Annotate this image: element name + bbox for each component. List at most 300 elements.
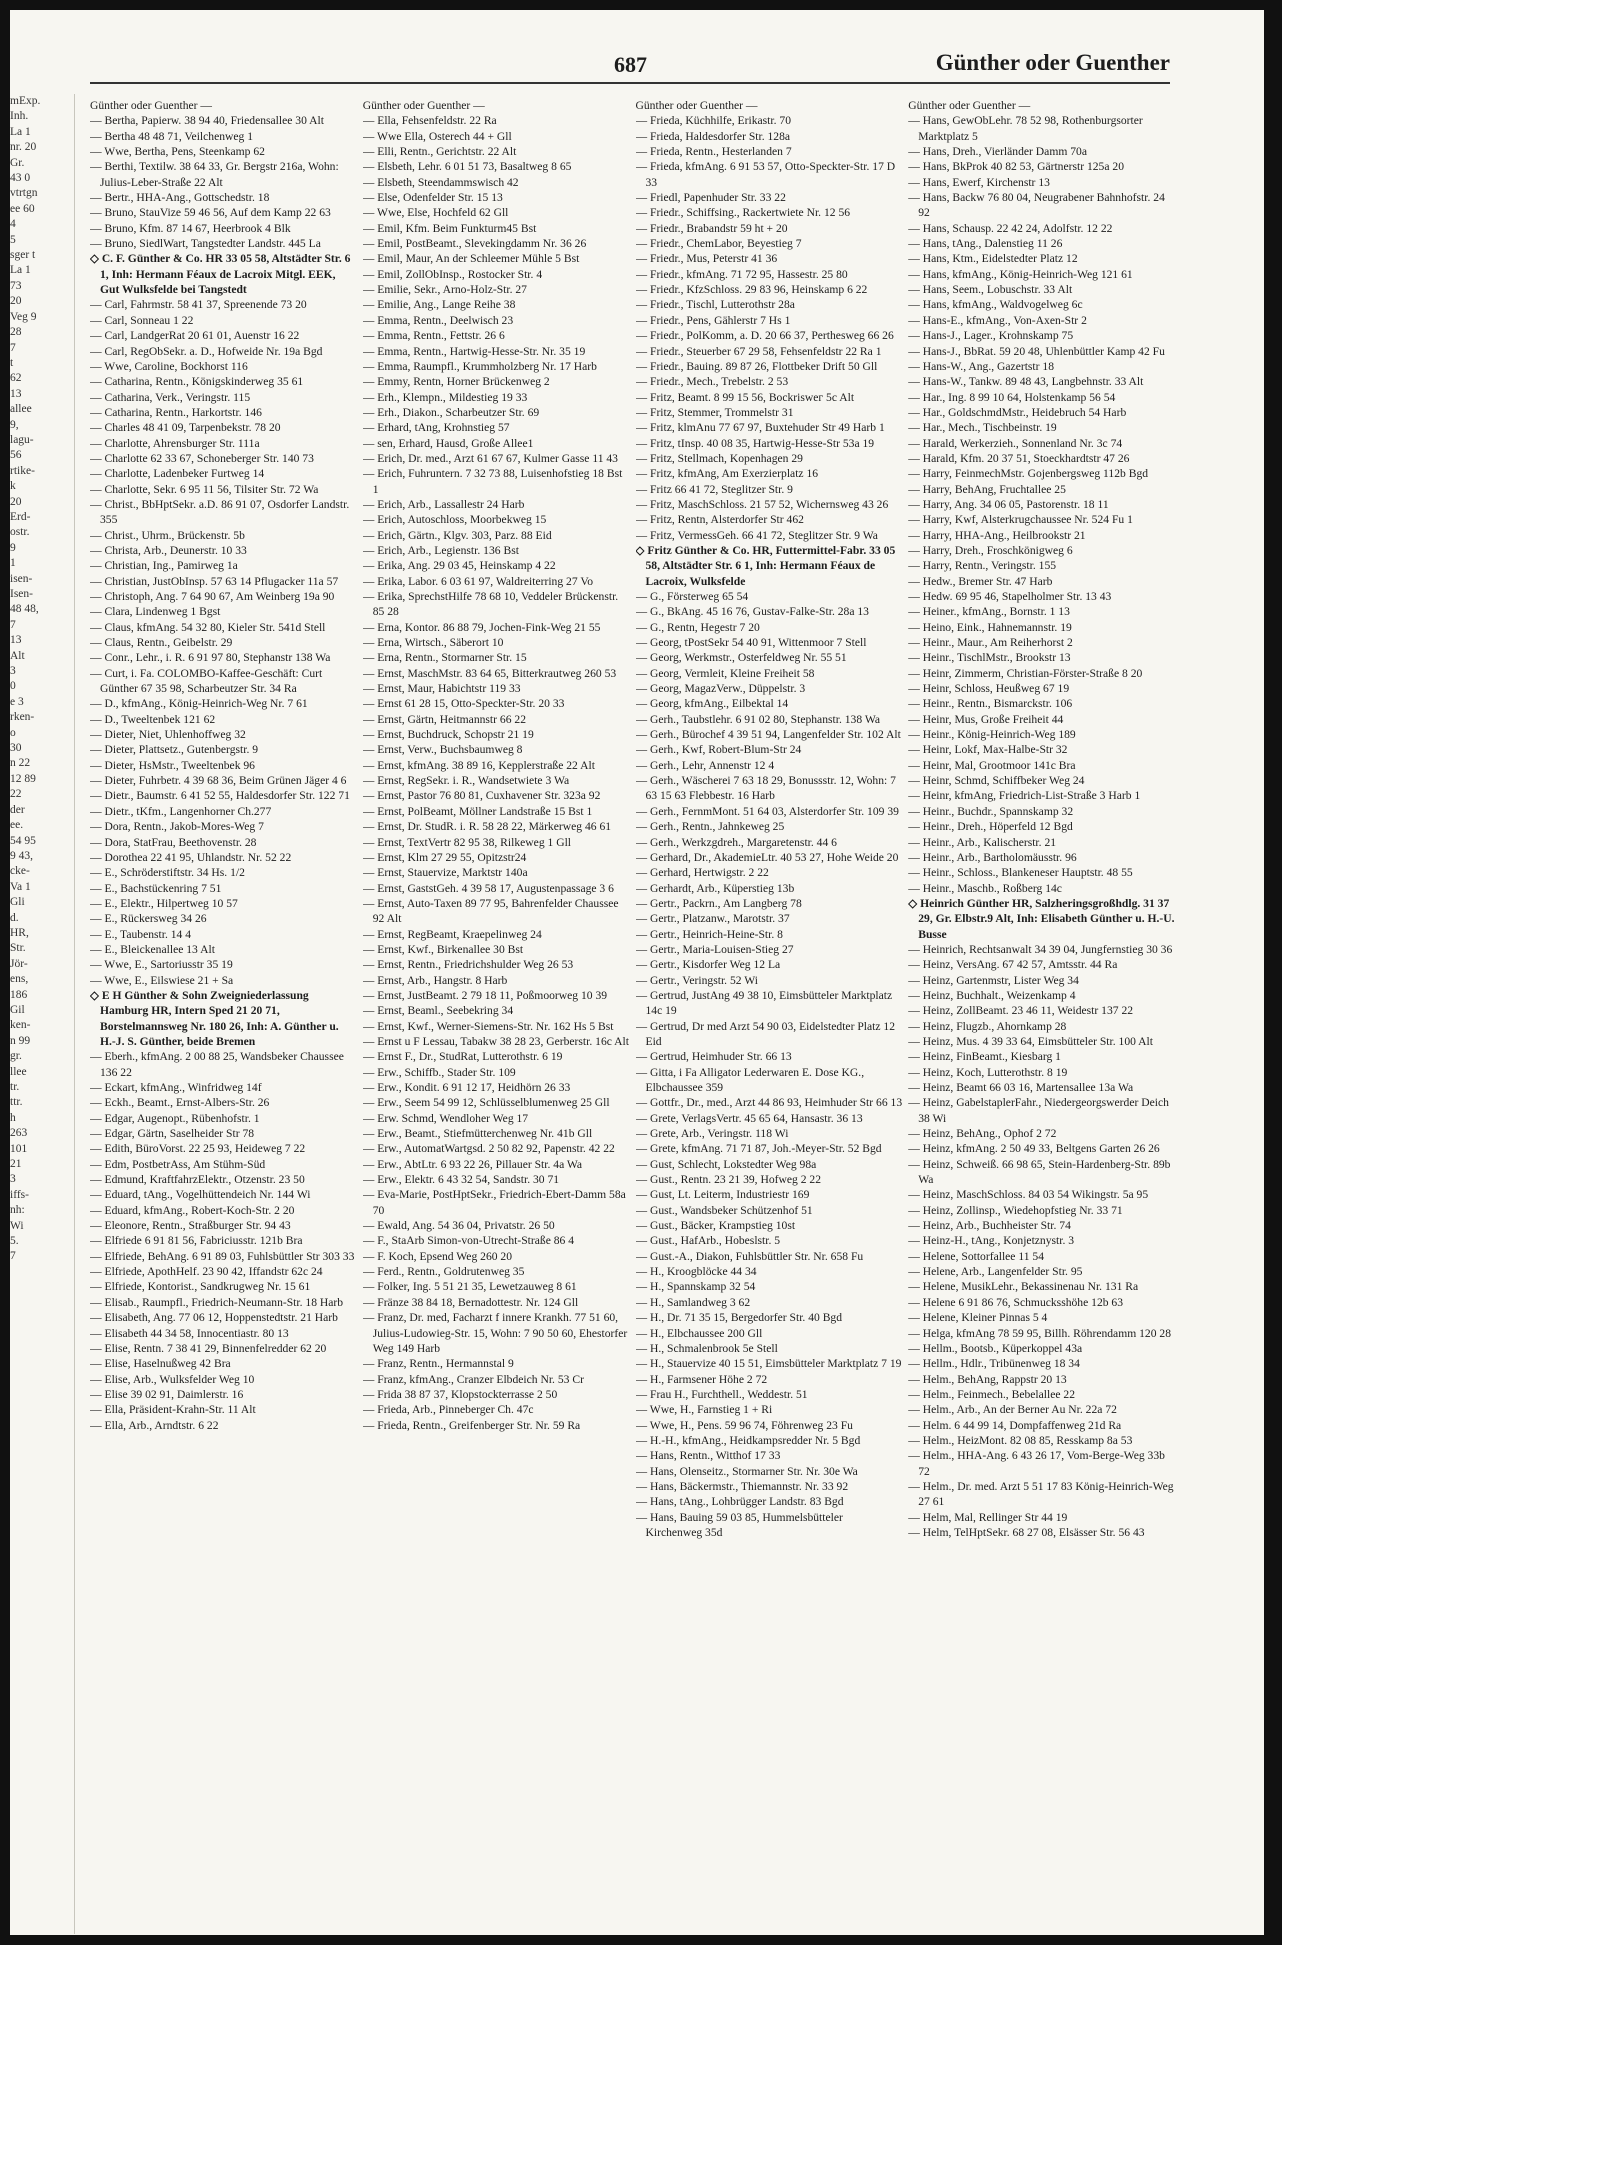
directory-entry: — Heinz, ZollBeamt. 23 46 11, Weidestr 137 22 [908, 1004, 1134, 1018]
directory-entry: — Fritz, Stellmach, Kopenhagen 29 [635, 451, 803, 465]
directory-entry: — Helene, Kleiner Pinnas 5 4 [908, 1311, 1048, 1325]
directory-entry: — Christian, Ing., Pamirweg 1a [90, 559, 238, 573]
directory-entry: — Gust, Schlecht, Lokstedter Weg 98a [635, 1157, 817, 1171]
directory-entry: — Hellm., Bootsb., Küperkoppel 43a [908, 1341, 1083, 1355]
directory-entry: — F. Koch, Epsend Weg 260 20 [362, 1249, 513, 1263]
directory-entry: — Emma, Rentn., Deelwisch 23 [362, 313, 514, 327]
prev-fragment: Erd- [10, 510, 31, 523]
prev-fragment: 7 [10, 341, 16, 354]
scan-border-top [0, 0, 1282, 10]
directory-entry: — Wwe, E., Eilswiese 21 + Sa [90, 973, 234, 987]
column-4 [908, 98, 1175, 1928]
directory-entry: — Gust, Lt. Leiterm, Industriestr 169 [635, 1188, 810, 1202]
directory-entry: — Elisab., Raumpfl., Friedrich-Neumann-Str. 18 Harb [90, 1295, 344, 1309]
directory-entry: — Edm, PostbetrAss, Am Stühm-Süd [90, 1157, 266, 1171]
directory-entry: — Gertr., Maria-Louisen-Stieg 27 [635, 942, 794, 956]
directory-entry: — Heinr., Dreh., Höperfeld 12 Bgd [908, 820, 1073, 834]
directory-entry: — Ernst, RegSekr. i. R., Wandsetwiete 3 Wa [362, 774, 570, 788]
directory-entry: — F., StaArb Simon-von-Utrecht-Straße 86 4 [362, 1234, 575, 1248]
directory-entry: — Heinr, Schloss, Heußweg 67 19 [908, 682, 1070, 696]
directory-entry: — Helm., Dr. med. Arzt 5 51 17 83 König-Heinrich-Weg 27 61 [908, 1479, 1174, 1509]
directory-entry: — Har., GoldschmdMstr., Heidebruch 54 Harb [908, 405, 1127, 419]
header-rule [90, 82, 1170, 84]
directory-entry: — Elisabeth, Ang. 77 06 12, Hoppenstedtstr. 21 Harb [90, 1311, 338, 1325]
prev-fragment: 101 [10, 1142, 28, 1155]
directory-entry: — Elise, Haselnußweg 42 Bra [90, 1357, 231, 1371]
prev-fragment: vtrtgn [10, 187, 38, 200]
prev-fragment: t [10, 356, 14, 369]
directory-entry: — Gerhardt, Arb., Küperstieg 13b [635, 881, 795, 895]
directory-entry: — Heinr, Mal, Grootmoor 141c Bra [908, 758, 1076, 772]
directory-entry: — Helm., BehAng, Rappstr 20 13 [908, 1372, 1067, 1386]
directory-entry: — Wwe, Caroline, Bockhorst 116 [90, 359, 248, 373]
column-3 [636, 98, 903, 1928]
directory-entry: — Grete, VerlagsVertr. 45 65 64, Hansastr. 36 13 [635, 1111, 863, 1125]
directory-entry: — Ernst, Maur, Habichtstr 119 33 [362, 682, 521, 696]
directory-entry: — Emil, PostBeamt., Slevekingdamm Nr. 36 26 [362, 237, 587, 251]
directory-entry: — Friedr., Bauing. 89 87 26, Flottbeker Drift 50 Gll [635, 359, 878, 373]
directory-entry: — Carl, Sonneau 1 22 [90, 313, 194, 327]
directory-entry: — Emma, Raumpfl., Krummholzberg Nr. 17 Harb [362, 359, 597, 373]
directory-entry: — Christ., Uhrm., Brückenstr. 5b [90, 528, 245, 542]
directory-entry: — Heinz, BehAng., Ophof 2 72 [908, 1127, 1057, 1141]
directory-entry: — E., Taubenstr. 14 4 [90, 927, 192, 941]
directory-entry: — Harry, BehAng, Fruchtallee 25 [908, 482, 1066, 496]
directory-entry: — Helm, Mal, Rellinger Str 44 19 [908, 1510, 1068, 1524]
directory-entry: — Georg, MagazVerw., Düppelstr. 3 [635, 682, 806, 696]
directory-entry: — Heinz, Mus. 4 39 33 64, Eimsbütteler Str. 100 Alt [908, 1034, 1153, 1048]
directory-entry: — Fritz, Stemmer, Trommelstr 31 [635, 405, 794, 419]
directory-entry: — Franz, kfmAng., Cranzer Elbdeich Nr. 53 Cr [362, 1372, 584, 1386]
prev-fragment: 12 89 [10, 772, 36, 785]
directory-entry: — Harald, Werkerzieh., Sonnenland Nr. 3c 74 [908, 436, 1123, 450]
prev-fragment: Gr. [10, 156, 25, 169]
directory-entry: — Fritz, tInsp. 40 08 35, Hartwig-Hesse-Str 53a 19 [635, 436, 875, 450]
prev-fragment: 5 [10, 233, 16, 246]
directory-entry: — Emilie, Ang., Lange Reihe 38 [362, 298, 516, 312]
directory-entry: — Fritz, klmAnu 77 67 97, Buxtehuder Str 49 Harb 1 [635, 421, 885, 435]
prev-fragment: 20 [10, 495, 22, 508]
directory-entry: — Bertha, Papierw. 38 94 40, Friedensallee 30 Alt [90, 114, 324, 128]
prev-fragment: 9 43, [10, 849, 33, 862]
directory-entry: — Georg, tPostSekr 54 40 91, Wittenmoor 7 Stell [635, 636, 867, 650]
prev-fragment: lagu- [10, 433, 34, 446]
scan-border-bottom [0, 1935, 1282, 1945]
directory-entry: — Heinz, GabelstaplerFahr., Niedergeorgswerder Deich 38 Wi [908, 1096, 1169, 1125]
directory-entry: — Heinrich, Rechtsanwalt 34 39 04, Jungfernstieg 30 36 [908, 942, 1173, 956]
prev-fragment: 13 [10, 634, 22, 647]
directory-entry: — Gertrud, Dr med Arzt 54 90 03, Eidelstedter Platz 12 Eid [635, 1019, 896, 1048]
directory-entry: — Hans, Schausp. 22 42 24, Adolfstr. 12 22 [908, 221, 1113, 235]
directory-entry: — Frieda, kfmAng. 6 91 53 57, Otto-Speckter-Str. 17 D 33 [635, 160, 896, 189]
directory-entry: — H., Kroogblöcke 44 34 [635, 1265, 757, 1279]
directory-entry: — Clara, Lindenweg 1 Bgst [90, 605, 221, 619]
directory-entry: — Helm., HHA-Ang. 6 43 26 17, Vom-Berge-Weg 33b 72 [908, 1449, 1165, 1478]
prev-fragment: Va 1 [10, 880, 31, 893]
directory-entry: — Dietr., Baumstr. 6 41 52 55, Haldesdorfer Str. 122 71 [90, 789, 350, 803]
directory-entry: — Ewald, Ang. 54 36 04, Privatstr. 26 50 [362, 1219, 555, 1233]
directory-entry: — H., Elbchaussee 200 Gll [635, 1326, 763, 1340]
directory-entry: — Franz, Dr. med, Facharzt f innere Krankh. 77 51 60, Julius-Ludowieg-Str. 15, Wohn: 7 90 50 60, Ehestorfer Weg 149 Harb [362, 1311, 628, 1355]
directory-entry: — Catharina, Verk., Veringstr. 115 [90, 390, 251, 404]
directory-entry: — Dieter, Niet, Uhlenhoffweg 32 [90, 728, 246, 742]
prev-fragment: 13 [10, 387, 22, 400]
directory-entry: — Gertr., Packrn., Am Langberg 78 [635, 896, 802, 910]
directory-entry: — Fritz, Rentn, Alsterdorfer Str 462 [635, 513, 804, 527]
directory-entry: — Helene, Arb., Langenfelder Str. 95 [908, 1265, 1083, 1279]
directory-entry: — Georg, kfmAng., Eilbektal 14 [635, 697, 789, 711]
directory-entry: — Claus, kfmAng. 54 32 80, Kieler Str. 541d Stell [90, 620, 326, 634]
directory-entry: — Emmy, Rentn, Horner Brückenweg 2 [362, 375, 550, 389]
directory-entry: — Ernst, RegBeamt, Kraepelinweg 24 [362, 927, 542, 941]
directory-entry: — Erw., AbtLtr. 6 93 22 26, Pillauer Str. 4a Wa [362, 1157, 583, 1171]
column-running-head: Günther oder Guenther — [362, 99, 485, 112]
directory-entry: — D., kfmAng., König-Heinrich-Weg Nr. 7 61 [90, 697, 308, 711]
directory-entry: — Charlotte 62 33 67, Schoneberger Str. 140 73 [90, 451, 314, 465]
previous-page-edge [10, 94, 75, 1934]
directory-entry: — Eckh., Beamt., Ernst-Albers-Str. 26 [90, 1096, 270, 1110]
directory-entry: — Hans, Ktm., Eidelstedter Platz 12 [908, 252, 1078, 266]
directory-entry: — Gertrud, Heimhuder Str. 66 13 [635, 1050, 792, 1064]
directory-entry: — Folker, Ing. 5 51 21 35, Lewetzauweg 8 61 [362, 1280, 577, 1294]
directory-entry: — Elisabeth 44 34 58, Innocentiastr. 80 13 [90, 1326, 289, 1340]
directory-entry: — Ferd., Rentn., Goldrutenweg 35 [362, 1265, 525, 1279]
directory-entry: — Erich, Arb., Lassallestr 24 Harb [362, 497, 525, 511]
prev-fragment: 9 [10, 541, 16, 554]
directory-entry: — Gerh., Werkzgdreh., Margaretenstr. 44 6 [635, 835, 837, 849]
directory-entry: — Erich, Gärtn., Klgv. 303, Parz. 88 Eid [362, 528, 552, 542]
directory-entry: — Edmund, KraftfahrzElektr., Otzenstr. 23 50 [90, 1173, 305, 1187]
directory-entry: — Wwe, Else, Hochfeld 62 Gll [362, 206, 509, 220]
directory-entry: — Frieda, Rentn., Greifenberger Str. Nr. 59 Ra [362, 1418, 581, 1432]
directory-entry: — Ernst, Stauervize, Marktstr 140a [362, 866, 528, 880]
directory-entry: — Bruno, SiedlWart, Tangstedter Landstr. 445 La [90, 237, 321, 251]
directory-entry: — Heinz, Zollinsp., Wiedehopfstieg Nr. 33 71 [908, 1203, 1123, 1217]
directory-entry: — Charles 48 41 09, Tarpenbekstr. 78 20 [90, 421, 281, 435]
directory-entry: — Heinz, Koch, Lutterothstr. 8 19 [908, 1065, 1068, 1079]
prev-fragment: 22 [10, 788, 22, 801]
directory-entry: — Erich, Fuhruntern. 7 32 73 88, Luisenhofstieg 18 Bst 1 [362, 467, 623, 496]
directory-entry: — Gust., Bäcker, Krampstieg 10st [635, 1219, 796, 1233]
directory-entry: — Hans-J., Lager., Krohnskamp 75 [908, 329, 1074, 343]
prev-fragment: 7 [10, 1250, 16, 1263]
directory-entry: — Catharina, Rentn., Harkortstr. 146 [90, 405, 262, 419]
directory-entry: — Gerh., Bürochef 4 39 51 94, Langenfelder Str. 102 Alt [635, 728, 901, 742]
directory-entry: — Ernst, Buchdruck, Schopstr 21 19 [362, 728, 534, 742]
directory-entry: — Hans, Rentn., Witthof 17 33 [635, 1449, 781, 1463]
directory-entry: — Elise, Rentn. 7 38 41 29, Binnenfelredder 62 20 [90, 1341, 327, 1355]
directory-entry: — Elfriede, ApothHelf. 23 90 42, Iffandstr 62c 24 [90, 1265, 323, 1279]
directory-entry: — Dietr., tKfm., Langenhorner Ch.277 [90, 804, 272, 818]
directory-entry: — Emil, Kfm. Beim Funkturm45 Bst [362, 221, 537, 235]
directory-entry: — Dieter, HsMstr., Tweeltenbek 96 [90, 758, 255, 772]
prev-fragment: mExp. [10, 95, 41, 107]
directory-entry: — Erna, Kontor. 86 88 79, Jochen-Fink-Weg 21 55 [362, 620, 601, 634]
directory-entry: — Franz, Rentn., Hermannstal 9 [362, 1357, 514, 1371]
prev-fragment: cke- [10, 865, 30, 878]
prev-fragment: 73 [10, 279, 22, 292]
directory-entry: — Erw., AutomatWartgsd. 2 50 82 92, Papenstr. 42 22 [362, 1142, 615, 1156]
directory-entry: — Elli, Rentn., Gerichtstr. 22 Alt [362, 145, 517, 159]
prev-fragment: e 3 [10, 695, 24, 708]
directory-entry: — Ella, Arb., Arndtstr. 6 22 [90, 1418, 219, 1432]
directory-entry: — Berthi, Textilw. 38 64 33, Gr. Bergstr 216a, Wohn: Julius-Leber-Straße 22 Alt [90, 160, 339, 189]
prev-fragment: 3 [10, 1173, 16, 1186]
directory-entry: — Gust.-A., Diakon, Fuhlsbüttler Str. Nr. 658 Fu [635, 1249, 864, 1263]
directory-entry: — Wwe, E., Sartoriusstr 35 19 [90, 958, 233, 972]
directory-entry: — Ernst 61 28 15, Otto-Speckter-Str. 20 33 [362, 697, 565, 711]
prev-fragment: La 1 [10, 264, 31, 277]
directory-entry: — Ernst, kfmAng. 38 89 16, Kepplerstraße 22 Alt [362, 758, 595, 772]
directory-entry: — Harry, HHA-Ang., Heilbrookstr 21 [908, 528, 1086, 542]
prev-fragment: 21 [10, 1158, 22, 1171]
directory-entry: — Eleonore, Rentn., Straßburger Str. 94 43 [90, 1219, 291, 1233]
directory-entry: — Friedl, Papenhuder Str. 33 22 [635, 191, 786, 205]
directory-entry: — Ernst u F Lessau, Tabakw 38 28 23, Gerberstr. 16c Alt [362, 1034, 629, 1048]
directory-entry: — H., Schmalenbrook 5e Stell [635, 1341, 778, 1355]
directory-entry: — Catharina, Rentn., Königskinderweg 35 61 [90, 375, 304, 389]
directory-entry: — Gust., Rentn. 23 21 39, Hofweg 2 22 [635, 1173, 821, 1187]
directory-entry: — Elfriede, BehAng. 6 91 89 03, Fuhlsbüttler Str 303 33 [90, 1249, 355, 1263]
column-2 [363, 98, 630, 1928]
directory-entry: — Gerh., Lehr, Annenstr 12 4 [635, 758, 775, 772]
directory-entry: — Hans-J., BbRat. 59 20 48, Uhlenbüttler Kamp 42 Fu [908, 344, 1165, 358]
prev-fragment: 30 [10, 742, 22, 755]
directory-entry: — Eduard, tAng., Vogelhüttendeich Nr. 144 Wi [90, 1188, 311, 1202]
prev-fragment: Gli [10, 896, 25, 909]
directory-entry: — Christoph, Ang. 7 64 90 67, Am Weinberg 19a 90 [90, 590, 335, 603]
directory-entry: — Heinz, VersAng. 67 42 57, Amtsstr. 44 Ra [908, 958, 1118, 972]
directory-entry: — Ernst, Verw., Buchsbaumweg 8 [362, 743, 523, 757]
directory-entry: — Carl, LandgerRat 20 61 01, Auenstr 16 22 [90, 329, 300, 343]
directory-entry: — Hans-W., Tankw. 89 48 43, Langbehnstr. 33 Alt [908, 375, 1144, 389]
prev-fragment: rtike- [10, 464, 35, 477]
prev-fragment: Veg 9 [10, 310, 37, 323]
directory-entry: — Frieda, Haldesdorfer Str. 128a [635, 129, 791, 143]
directory-entry: — Gust., Wandsbeker Schützenhof 51 [635, 1203, 813, 1217]
directory-entry: — Hans, Backw 76 80 04, Neugrabener Bahnhofstr. 24 92 [908, 191, 1165, 220]
prev-fragment: d. [10, 911, 19, 924]
directory-entry: — Harald, Kfm. 20 37 51, Stoeckhardtstr 47 26 [908, 451, 1130, 465]
directory-entry: — Erh., Klempn., Mildestieg 19 33 [362, 390, 528, 404]
prev-fragment: h [10, 1111, 16, 1124]
directory-entry: — Heinz, Schweiß. 66 98 65, Stein-Hardenberg-Str. 89b Wa [908, 1157, 1171, 1187]
prev-fragment: ttr. [10, 1096, 23, 1109]
prev-fragment: llee [10, 1065, 27, 1078]
directory-entry: — Elfriede 6 91 81 56, Fabriciusstr. 121b Bra [90, 1234, 303, 1248]
directory-entry: — Emil, Maur, An der Schleemer Mühle 5 Bst [362, 252, 580, 266]
scan-border-right [1264, 0, 1282, 1945]
directory-entry: — Helm., HeizMont. 82 08 85, Resskamp 8a 53 [908, 1433, 1133, 1447]
directory-entry: — Erika, SprechstHilfe 78 68 10, Veddeler Brückenstr. 85 28 [362, 590, 619, 619]
directory-entry: — Hans, Seem., Lobuschstr. 33 Alt [908, 283, 1073, 297]
directory-entry: — Heinz-H., tAng., Konjetznystr. 3 [908, 1234, 1075, 1248]
directory-entry: — Heinr, Schmd, Schiffbeker Weg 24 [908, 774, 1085, 788]
directory-entry: — Emma, Rentn., Hartwig-Hesse-Str. Nr. 35 19 [362, 344, 586, 358]
directory-entry: — Harry, Dreh., Froschkönigweg 6 [908, 543, 1073, 557]
directory-entry: — Helm., Arb., An der Berner Au Nr. 22a 72 [908, 1403, 1117, 1417]
prev-fragment: 263 [10, 1127, 28, 1140]
prev-fragment: 5. [10, 1235, 19, 1248]
directory-entry: — Elise, Arb., Wulksfelder Weg 10 [90, 1372, 255, 1386]
directory-entry: — Hans, Bäckermstr., Thiemannstr. Nr. 33 92 [635, 1479, 849, 1493]
directory-entry: — sen, Erhard, Hausd, Große Allee1 [362, 436, 534, 450]
prev-fragment: Str. [10, 942, 26, 955]
directory-entry: — Dorothea 22 41 95, Uhlandstr. Nr. 52 22 [90, 850, 292, 864]
directory-entry: — Ernst, Kwf., Werner-Siemens-Str. Nr. 162 Hs 5 Bst [362, 1019, 614, 1033]
directory-entry: — Ernst, GaststGeh. 4 39 58 17, Augustenpassage 3 6 [362, 881, 614, 895]
directory-entry: — Hedw. 69 95 46, Stapelholmer Str. 13 43 [908, 590, 1112, 603]
prev-fragment: ens, [10, 973, 29, 986]
directory-entry: — Conr., Lehr., i. R. 6 91 97 80, Stephanstr 138 Wa [90, 651, 331, 665]
directory-entry: — Claus, Rentn., Geibelstr. 29 [90, 636, 233, 650]
directory-entry: — Bertr., HHA-Ang., Gottschedstr. 18 [90, 191, 270, 205]
directory-entry: — Ernst, JustBeamt. 2 79 18 11, Poßmoorweg 10 39 [362, 988, 608, 1002]
directory-entry: — Heinz, Buchhalt., Weizenkamp 4 [908, 988, 1076, 1002]
prev-fragment: 4 [10, 218, 16, 231]
directory-entry: — Friedr., kfmAng. 71 72 95, Hassestr. 25 80 [635, 267, 848, 281]
column-running-head: Günther oder Guenther — [90, 99, 213, 112]
directory-entry: ◇ C. F. Günther & Co. HR 33 05 58, Altstädter Str. 6 1, Inh: Hermann Féaux de Lacroix Mitgl. EEK, Gut Wulksfelde bei Tangstedt [90, 252, 351, 297]
directory-entry: — Edith, BüroVorst. 22 25 93, Heideweg 7 22 [90, 1142, 306, 1156]
directory-entry: — Friedr., KfzSchloss. 29 83 96, Heinskamp 6 22 [635, 283, 868, 297]
directory-entry: — Bruno, Kfm. 87 14 67, Heerbrook 4 Blk [90, 221, 291, 235]
prev-fragment: tr. [10, 1081, 20, 1093]
directory-entry: — Christa, Arb., Deunerstr. 10 33 [90, 543, 247, 557]
prev-fragment: ken- [10, 1019, 31, 1032]
directory-entry: — Heinr., Maur., Am Reiherhorst 2 [908, 636, 1073, 650]
directory-entry: — Ernst, Auto-Taxen 89 77 95, Bahrenfelder Chaussee 92 Alt [362, 896, 619, 926]
directory-entry: — Hans, kfmAng., König-Heinrich-Weg 121 61 [908, 267, 1133, 281]
prev-fragment: n 22 [10, 757, 31, 770]
directory-entry: — Fritz, kfmAng, Am Exerzierplatz 16 [635, 467, 819, 481]
column-1 [90, 98, 357, 1928]
directory-entry: — Helene 6 91 86 76, Schmucksshöhe 12b 63 [908, 1295, 1124, 1309]
directory-entry: — Erw., Kondit. 6 91 12 17, Heidhörn 26 33 [362, 1081, 571, 1094]
directory-entry: — Elsbeth, Lehr. 6 01 51 73, Basaltweg 8 65 [362, 160, 572, 174]
directory-entry: — Friedr., Tischl, Lutterothstr 28a [635, 298, 795, 312]
prev-fragment: iffs- [10, 1188, 29, 1201]
directory-entry: — G., Rentn, Hegestr 7 20 [635, 620, 760, 634]
directory-entry: — Edgar, Augenopt., Rübenhofstr. 1 [90, 1111, 260, 1125]
column-running-head: Günther oder Guenther — [908, 99, 1031, 112]
directory-entry: — Grete, Arb., Veringstr. 118 Wi [635, 1127, 789, 1141]
directory-entry: — Elfriede, Kontorist., Sandkrugweg Nr. 15 61 [90, 1280, 311, 1294]
prev-fragment: 20 [10, 295, 22, 308]
directory-entry: — Dora, Rentn., Jakob-Mores-Weg 7 [90, 820, 264, 834]
directory-entry: — Har., Mech., Tischbeinstr. 19 [908, 421, 1057, 435]
directory-entry: — Grete, kfmAng. 71 71 87, Joh.-Meyer-Str. 52 Bgd [635, 1142, 882, 1156]
directory-entry: — Harry, FeinmechMstr. Gojenbergsweg 112b Bgd [908, 467, 1149, 481]
directory-entry: — Har., Ing. 8 99 10 64, Holstenkamp 56 54 [908, 390, 1116, 404]
directory-entry: — Heinz, FinBeamt., Kiesbarg 1 [908, 1050, 1061, 1064]
prev-fragment: 48 48, [10, 603, 39, 616]
directory-entry: — Gertrud, JustAng 49 38 10, Eimsbütteler Marktplatz 14c 19 [635, 988, 893, 1018]
directory-entry: — Frieda, Rentn., Hesterlanden 7 [635, 145, 792, 159]
prev-fragment: 62 [10, 372, 22, 385]
directory-entry: — Charlotte, Sekr. 6 95 11 56, Tilsiter Str. 72 Wa [90, 482, 319, 496]
directory-entry: — Erika, Labor. 6 03 61 97, Waldreiterring 27 Vo [362, 574, 594, 588]
directory-entry: — Hans, Bauing 59 03 85, Hummelsbütteler Kirchenweg 35d [635, 1510, 843, 1539]
prev-fragment: 1 [10, 557, 16, 570]
directory-entry: — H., Samlandweg 3 62 [635, 1295, 751, 1309]
directory-entry: — Erw., Elektr. 6 43 32 54, Sandstr. 30 71 [362, 1173, 560, 1187]
directory-columns [90, 98, 1175, 1928]
prev-fragment: isen- [10, 572, 33, 585]
directory-entry: ◇ E H Günther & Sohn Zweigniederlassung Hamburg HR, Intern Sped 21 20 71, Borstelmannsweg Nr. 180 26, Inh: A. Günther u. H.-J. S. Günther, beide Bremen [90, 988, 339, 1048]
prev-fragment: o [10, 726, 16, 739]
directory-entry: — Heinz, MaschSchloss. 84 03 54 Wikingstr. 5a 95 [908, 1188, 1149, 1202]
directory-entry: — E., Schröderstiftstr. 34 Hs. 1/2 [90, 866, 245, 880]
directory-entry: — Hans-W., Ang., Gazertstr 18 [908, 359, 1055, 373]
directory-entry: — Erhard, tAng, Krohnstieg 57 [362, 421, 510, 435]
directory-entry: — Wwe Ella, Osterech 44 + Gll [362, 129, 512, 143]
directory-entry: — H., Stauervize 40 15 51, Eimsbütteler Marktplatz 7 19 [635, 1357, 902, 1371]
directory-entry: — Fritz 66 41 72, Steglitzer Str. 9 [635, 482, 793, 496]
directory-entry: — Hans, Ewerf, Kirchenstr 13 [908, 175, 1050, 189]
directory-entry: — Hellm., Hdlr., Tribünenweg 18 34 [908, 1357, 1080, 1371]
page-header [90, 38, 1170, 78]
directory-entry: — Erna, Wirtsch., Säberort 10 [362, 636, 504, 650]
directory-entry: — Heinr, Lokf, Max-Halbe-Str 32 [908, 743, 1068, 757]
directory-entry: — Gertr., Platzanw., Marotstr. 37 [635, 912, 790, 926]
prev-fragment: 0 [10, 680, 16, 693]
directory-entry: — Gerh., FernmMont. 51 64 03, Alsterdorfer Str. 109 39 [635, 804, 899, 818]
directory-entry: — Ernst, Arb., Hangstr. 8 Harb [362, 973, 508, 987]
directory-entry: — Eckart, kfmAng., Winfridweg 14f [90, 1081, 262, 1094]
directory-entry: — Heino, Eink., Hahnemannstr. 19 [908, 620, 1072, 634]
directory-entry: — Friedr., Mus, Peterstr 41 36 [635, 252, 778, 266]
prev-fragment: Isen- [10, 588, 33, 600]
directory-entry: — Ernst, Klm 27 29 55, Opitzstr24 [362, 850, 527, 864]
directory-entry: — Heinr., Rentn., Bismarckstr. 106 [908, 697, 1073, 711]
directory-entry: — Carl, RegObSekr. a. D., Hofweide Nr. 19a Bgd [90, 344, 323, 358]
prev-fragment: 28 [10, 326, 22, 339]
directory-entry: — E., Elektr., Hilpertweg 10 57 [90, 896, 238, 910]
directory-entry: — Gertr., Heinrich-Heine-Str. 8 [635, 927, 783, 941]
directory-entry: — Frieda, Küchhilfe, Erikastr. 70 [635, 114, 792, 128]
directory-entry: — E., Bleickenallee 13 Alt [90, 942, 215, 956]
directory-entry: — Curt, i. Fa. COLOMBO-Kaffee-Geschäft: Curt Günther 67 35 98, Scharbeutzer Str. 34 Ra [90, 666, 323, 696]
directory-entry: — Hans, BkProk 40 82 53, Gärtnerstr 125a 20 [908, 160, 1124, 174]
directory-entry: — H., Spannskamp 32 54 [635, 1280, 756, 1294]
directory-entry: — Erika, Ang. 29 03 45, Heinskamp 4 22 [362, 559, 556, 573]
directory-entry: — Ernst, TextVertr 82 95 38, Rilkeweg 1 Gll [362, 835, 572, 849]
directory-entry: — Elise 39 02 91, Daimlerstr. 16 [90, 1387, 244, 1401]
directory-entry: — Bruno, StauVize 59 46 56, Auf dem Kamp 22 63 [90, 206, 331, 220]
directory-entry: — Heinr., TischlMstr., Brookstr 13 [908, 651, 1071, 665]
prev-fragment: Jör- [10, 957, 28, 970]
directory-entry: ◇ Fritz Günther & Co. HR, Futtermittel-Fabr. 33 05 58, Altstädter Str. 6 1, Inh: Hermann Féaux de Lacroix, Wulksfelde [635, 543, 896, 588]
directory-entry: — Heinr., Buchdr., Spannskamp 32 [908, 804, 1074, 818]
prev-fragment: 54 95 [10, 834, 36, 847]
directory-entry: — Heinr., Schloss., Blankeneser Hauptstr. 48 55 [908, 866, 1133, 880]
directory-entry: — H., Farmsener Höhe 2 72 [635, 1372, 768, 1386]
prev-fragment: ee. [10, 819, 24, 832]
directory-entry: — Christian, JustObInsp. 57 63 14 Pflugacker 11a 57 [90, 574, 339, 588]
directory-entry: — Hedw., Bremer Str. 47 Harb [908, 574, 1053, 588]
directory-entry: — Friedr., ChemLabor, Beyestieg 7 [635, 237, 802, 251]
directory-entry: — Heiner., kfmAng., Bornstr. 1 13 [908, 605, 1070, 619]
directory-entry: — Friedr., Mech., Trebelstr. 2 53 [635, 375, 789, 389]
directory-entry: — Gerh., Rentn., Jahnkeweg 25 [635, 820, 785, 834]
directory-entry: — Heinz, Beamt 66 03 16, Martensallee 13a Wa [908, 1081, 1134, 1094]
directory-entry: — Georg, Werkmstr., Osterfeldweg Nr. 55 51 [635, 651, 847, 665]
directory-entry: ◇ Heinrich Günther HR, Salzheringsgroßhdlg. 31 37 29, Gr. Elbstr.9 Alt, Inh: Elisabeth Günther u. H.-U. Busse [908, 896, 1175, 941]
directory-entry: — Eduard, kfmAng., Robert-Koch-Str. 2 20 [90, 1203, 295, 1217]
directory-entry: — Erw. Schmd, Wendloher Weg 17 [362, 1111, 529, 1125]
directory-entry: — H.-H., kfmAng., Heidkampsredder Nr. 5 Bgd [635, 1433, 861, 1447]
